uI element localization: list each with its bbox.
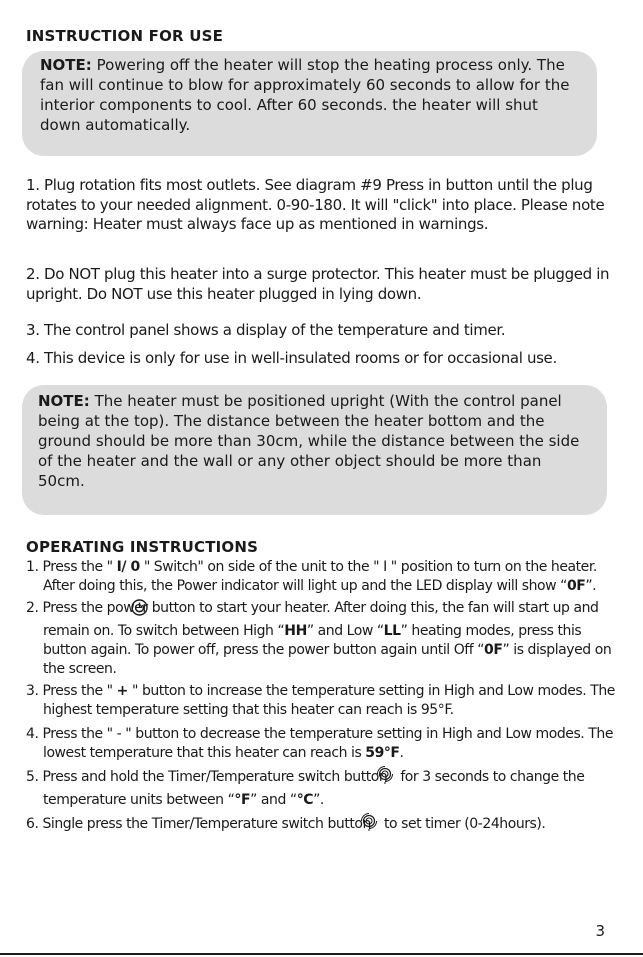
note-text: The heater must be positioned upright (With the control panel being at the top). The distance between the heater bottom and the ground should be more than 30cm, while the distance between the side of the heater and the wall or any other object should be more than 50cm. — [38, 392, 580, 490]
note-text: Powering off the heater will stop the heating process only. The fan will continue to blow for approximately 60 seconds to allow for the interior components to cool. After 60 seconds. the heater will shut down automatically. — [40, 56, 570, 134]
operating-step-6: 6. Single press the Timer/Temperature switch button to set timer (0-24hours). — [26, 812, 616, 838]
note-box-power-off — [22, 51, 597, 156]
instruction-item-2: 2. Do NOT plug this heater into a surge protector. This heater must be plugged in upright. Do NOT use this heater plugged in lying down. — [26, 265, 610, 303]
instruction-item-4: 4. This device is only for use in well-insulated rooms or for occasional use. — [26, 349, 557, 367]
instruction-item-3: 3. The control panel shows a display of the temperature and timer. — [26, 321, 506, 339]
operating-steps-list — [26, 558, 616, 838]
note-label: NOTE: — [40, 56, 92, 74]
operating-step-4: 4. Press the " - " button to decrease the temperature setting in High and Low modes. The lowest temperature that this heater can reach is 59°F. — [26, 726, 613, 761]
bottom-rule — [0, 953, 643, 955]
page-number: 3 — [595, 922, 605, 940]
heading-instruction-for-use: INSTRUCTION FOR USE — [26, 27, 224, 45]
note-box-positioning — [22, 385, 607, 515]
note-label: NOTE: — [38, 392, 90, 410]
operating-step-1: 1. Press the " I/ 0 " Switch" on side of the unit to the " I " position to turn on the heater. After doing this, the Power indicator will light up and the LED display will show “0F”. — [26, 559, 597, 594]
operating-step-5: 5. Press and hold the Timer/Temperature switch button for 3 seconds to change the temperature units between “°F” and “°C”. — [26, 765, 616, 810]
instruction-item-1: 1. Plug rotation fits most outlets. See diagram #9 Press in button until the plug rotates to your needed alignment. 0-90-180. It will "click" into place. Please note warning: Heater must always face up as mentioned in warnings. — [26, 176, 605, 233]
heading-operating-instructions: OPERATING INSTRUCTIONS — [26, 538, 259, 556]
operating-step-2: 2. Press the power button to start your heater. After doing this, the fan will start up and remain on. To switch between High “HH” and Low “LL” heating modes, press this button again. To power off, press the power button again until Off “0F” is displayed on the screen. — [26, 600, 612, 677]
operating-step-3: 3. Press the " + " button to increase the temperature setting in High and Low modes. The highest temperature setting that this heater can reach is 95°F. — [26, 683, 615, 718]
